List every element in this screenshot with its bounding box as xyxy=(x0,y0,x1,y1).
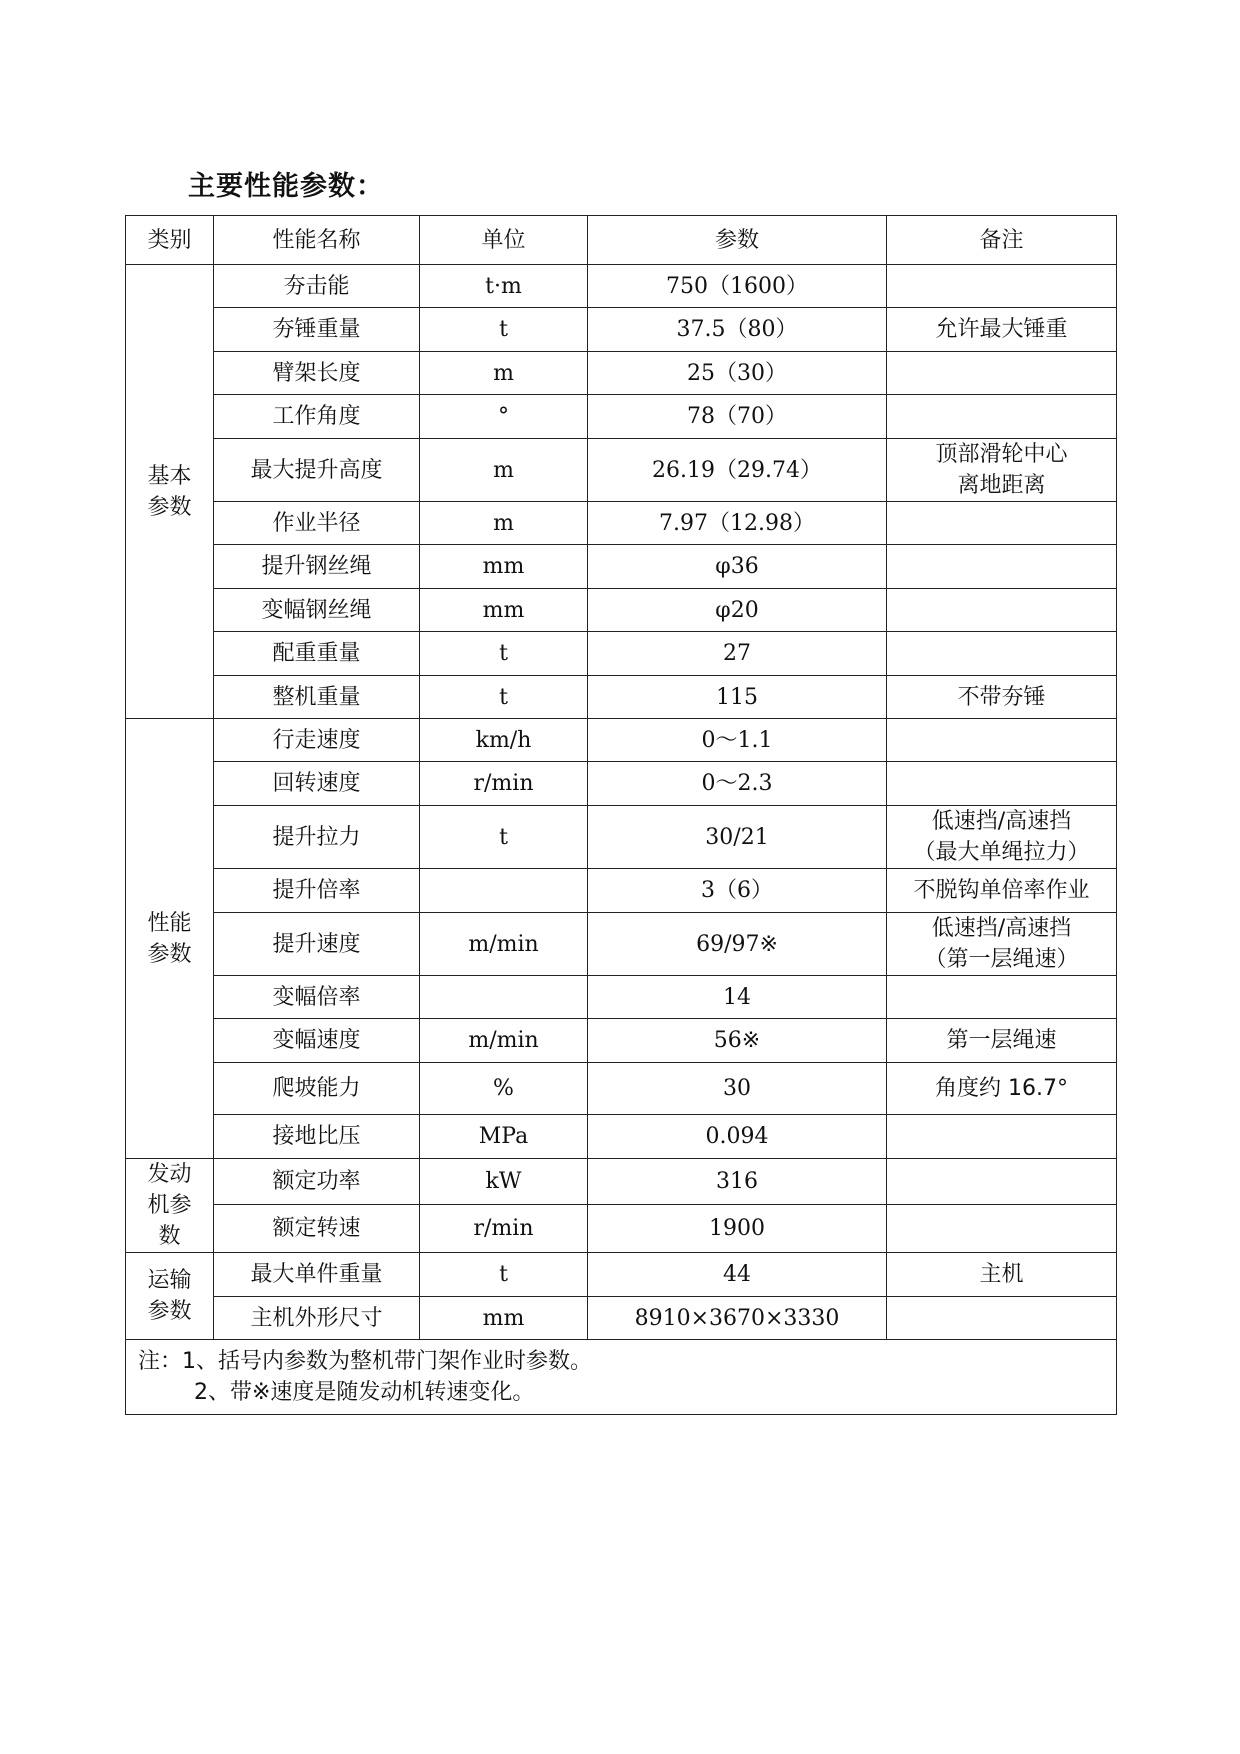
cell-name: 工作角度 xyxy=(214,395,420,439)
category-cell xyxy=(126,1159,214,1253)
cell-remark xyxy=(887,265,1117,308)
cell-value: 25（30） xyxy=(588,352,887,395)
cell-name: 提升钢丝绳 xyxy=(214,545,420,589)
header-row xyxy=(126,216,1117,265)
cell-unit: t·m xyxy=(420,265,588,308)
cell-name: 最大单件重量 xyxy=(214,1253,420,1297)
cell-value: 115 xyxy=(588,676,887,719)
category-cell xyxy=(126,719,214,1159)
table-row xyxy=(126,308,1117,352)
category-cell xyxy=(126,1253,214,1340)
cell-value: 7.97（12.98） xyxy=(588,502,887,545)
cell-remark xyxy=(887,869,1117,913)
cell-unit: m xyxy=(420,439,588,502)
cell-name: 主机外形尺寸 xyxy=(214,1297,420,1340)
table-row xyxy=(126,676,1117,719)
cell-unit: t xyxy=(420,308,588,352)
cell-name: 回转速度 xyxy=(214,762,420,806)
cell-name: 额定转速 xyxy=(214,1205,420,1253)
notes-row xyxy=(126,1340,1117,1415)
cell-value: 750（1600） xyxy=(588,265,887,308)
header-unit: 单位 xyxy=(420,216,588,265)
category-line: 性能 xyxy=(147,910,192,936)
cell-name: 配重重量 xyxy=(214,632,420,676)
table-row xyxy=(126,1063,1117,1115)
remark-line: 角度约 16.7° xyxy=(935,1076,1068,1101)
table-row xyxy=(126,589,1117,632)
note-1: 注：1、括号内参数为整机带门架作业时参数。 xyxy=(138,1349,592,1374)
cell-unit: r/min xyxy=(420,1205,588,1253)
cell-name: 夯锤重量 xyxy=(214,308,420,352)
cell-name: 额定功率 xyxy=(214,1159,420,1205)
cell-value: 8910×3670×3330 xyxy=(588,1297,887,1340)
cell-name: 作业半径 xyxy=(214,502,420,545)
category-line: 发动 xyxy=(147,1162,192,1187)
cell-value: 44 xyxy=(588,1253,887,1297)
remark-line: 允许最大锤重 xyxy=(935,317,1068,342)
cell-value: 316 xyxy=(588,1159,887,1205)
header-value: 参数 xyxy=(588,216,887,265)
table-row xyxy=(126,1115,1117,1159)
table-row xyxy=(126,439,1117,502)
cell-remark xyxy=(887,1205,1117,1253)
cell-unit: mm xyxy=(420,545,588,589)
remark-line: 低速挡/高速挡 xyxy=(931,809,1072,834)
table-row xyxy=(126,806,1117,869)
cell-name: 最大提升高度 xyxy=(214,439,420,502)
cell-name: 提升倍率 xyxy=(214,869,420,913)
remark-line: 第一层绳速 xyxy=(946,1028,1057,1053)
cell-unit: m xyxy=(420,352,588,395)
category-line: 参数 xyxy=(147,941,192,967)
table-row xyxy=(126,869,1117,913)
cell-value: 30/21 xyxy=(588,806,887,869)
cell-value: 78（70） xyxy=(588,395,887,439)
cell-remark xyxy=(887,913,1117,976)
category-line: 基本 xyxy=(147,463,192,489)
note-2: 2、带※速度是随发动机转速变化。 xyxy=(194,1380,535,1405)
table-row xyxy=(126,632,1117,676)
category-line: 数 xyxy=(158,1224,181,1249)
remark-line: 离地距离 xyxy=(957,473,1046,498)
cell-unit: ° xyxy=(420,395,588,439)
cell-unit xyxy=(420,976,588,1019)
cell-name: 行走速度 xyxy=(214,719,420,762)
cell-remark xyxy=(887,976,1117,1019)
remark-line: （最大单绳拉力） xyxy=(913,840,1090,865)
table-row xyxy=(126,395,1117,439)
cell-unit: m/min xyxy=(420,913,588,976)
cell-remark xyxy=(887,806,1117,869)
cell-value: φ36 xyxy=(588,545,887,589)
remark-line: 顶部滑轮中心 xyxy=(935,442,1068,467)
table-row xyxy=(126,1253,1117,1297)
cell-remark xyxy=(887,719,1117,762)
cell-value: 30 xyxy=(588,1063,887,1115)
cell-name: 变幅钢丝绳 xyxy=(214,589,420,632)
cell-remark xyxy=(887,589,1117,632)
cell-unit: t xyxy=(420,632,588,676)
table-row xyxy=(126,719,1117,762)
cell-remark xyxy=(887,1063,1117,1115)
cell-unit: t xyxy=(420,676,588,719)
header-name: 性能名称 xyxy=(214,216,420,265)
cell-value: 14 xyxy=(588,976,887,1019)
cell-name: 爬坡能力 xyxy=(214,1063,420,1115)
cell-unit: mm xyxy=(420,1297,588,1340)
category-cell xyxy=(126,265,214,719)
page-title: 主要性能参数： xyxy=(188,171,384,202)
cell-remark xyxy=(887,1115,1117,1159)
cell-unit: m/min xyxy=(420,1019,588,1063)
cell-remark xyxy=(887,1297,1117,1340)
cell-value: 3（6） xyxy=(588,869,887,913)
category-line: 参数 xyxy=(147,494,192,520)
cell-unit: MPa xyxy=(420,1115,588,1159)
cell-remark xyxy=(887,632,1117,676)
cell-value: φ20 xyxy=(588,589,887,632)
cell-remark xyxy=(887,352,1117,395)
table-row xyxy=(126,1297,1117,1340)
cell-name: 臂架长度 xyxy=(214,352,420,395)
table-row xyxy=(126,762,1117,806)
cell-unit: % xyxy=(420,1063,588,1115)
remark-line: 低速挡/高速挡 xyxy=(931,916,1072,941)
spec-table xyxy=(125,215,1117,1415)
category-line: 参数 xyxy=(147,1299,192,1324)
cell-remark xyxy=(887,1159,1117,1205)
remark-line: 主机 xyxy=(979,1262,1024,1287)
cell-unit: r/min xyxy=(420,762,588,806)
table-row xyxy=(126,265,1117,308)
cell-name: 整机重量 xyxy=(214,676,420,719)
cell-remark xyxy=(887,1019,1117,1063)
cell-unit: mm xyxy=(420,589,588,632)
cell-value: 69/97※ xyxy=(588,913,887,976)
cell-unit: t xyxy=(420,1253,588,1297)
header-category: 类别 xyxy=(126,216,214,265)
cell-value: 0.094 xyxy=(588,1115,887,1159)
cell-remark xyxy=(887,1253,1117,1297)
cell-unit xyxy=(420,869,588,913)
cell-value: 27 xyxy=(588,632,887,676)
table-row xyxy=(126,1159,1117,1205)
cell-value: 1900 xyxy=(588,1205,887,1253)
category-line: 运输 xyxy=(147,1268,192,1293)
table-row xyxy=(126,545,1117,589)
cell-remark xyxy=(887,676,1117,719)
remark-line: （第一层绳速） xyxy=(924,947,1079,972)
cell-value: 0～1.1 xyxy=(588,719,887,762)
cell-remark xyxy=(887,395,1117,439)
cell-name: 接地比压 xyxy=(214,1115,420,1159)
table-row xyxy=(126,1205,1117,1253)
cell-name: 变幅速度 xyxy=(214,1019,420,1063)
cell-name: 变幅倍率 xyxy=(214,976,420,1019)
cell-unit: km/h xyxy=(420,719,588,762)
table-row xyxy=(126,913,1117,976)
cell-remark xyxy=(887,762,1117,806)
notes-cell xyxy=(126,1340,1117,1415)
cell-value: 0～2.3 xyxy=(588,762,887,806)
cell-unit: kW xyxy=(420,1159,588,1205)
table-row xyxy=(126,1019,1117,1063)
cell-remark xyxy=(887,439,1117,502)
cell-remark xyxy=(887,502,1117,545)
category-line: 机参 xyxy=(147,1193,192,1218)
remark-line: 不脱钩单倍率作业 xyxy=(913,878,1090,903)
remark-line: 不带夯锤 xyxy=(957,684,1046,710)
table-row xyxy=(126,502,1117,545)
cell-value: 26.19（29.74） xyxy=(588,439,887,502)
header-remark: 备注 xyxy=(887,216,1117,265)
cell-name: 提升速度 xyxy=(214,913,420,976)
spec-body xyxy=(126,265,1117,1340)
table-row xyxy=(126,976,1117,1019)
cell-value: 56※ xyxy=(588,1019,887,1063)
cell-name: 夯击能 xyxy=(214,265,420,308)
cell-remark xyxy=(887,545,1117,589)
cell-unit: t xyxy=(420,806,588,869)
cell-remark xyxy=(887,308,1117,352)
cell-name: 提升拉力 xyxy=(214,806,420,869)
cell-value: 37.5（80） xyxy=(588,308,887,352)
cell-unit: m xyxy=(420,502,588,545)
table-row xyxy=(126,352,1117,395)
